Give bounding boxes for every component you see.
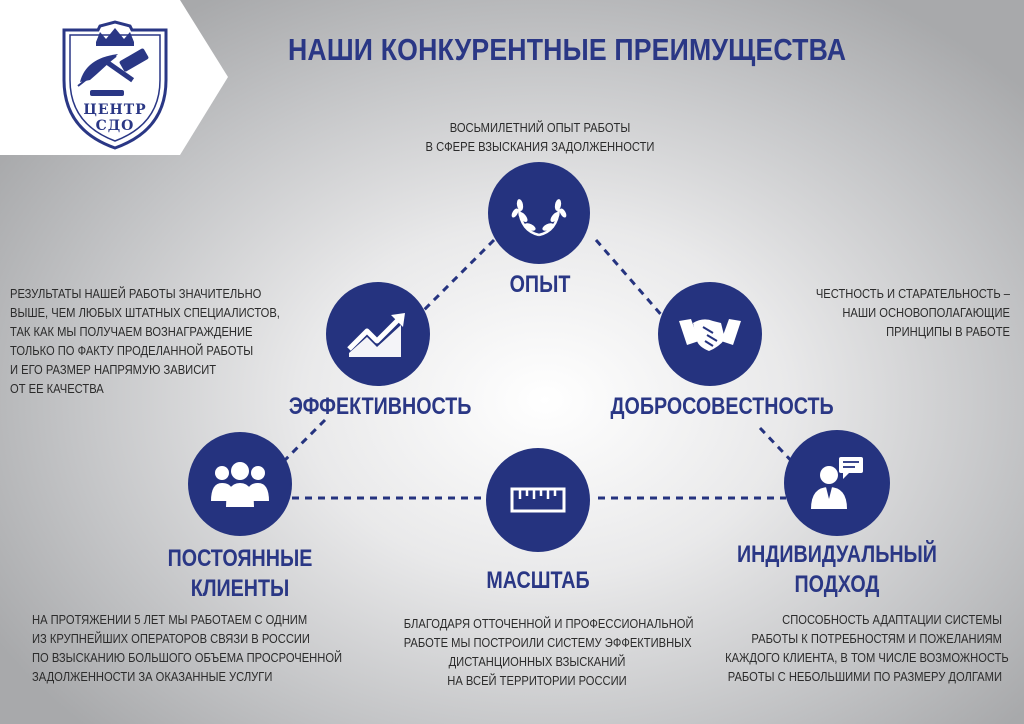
desc-masshtab-line: РАБОТЕ МЫ ПОСТРОИЛИ СИСТЕМУ ЭФФЕКТИВНЫХ xyxy=(403,635,692,650)
label-masshtab: МАСШТАБ xyxy=(486,567,590,594)
desc-podhod-line: КАЖДОГО КЛИЕНТА, В ТОМ ЧИСЛЕ ВОЗМОЖНОСТЬ xyxy=(725,650,1009,665)
node-opyt xyxy=(488,162,590,264)
logo-text-line2: СДО xyxy=(95,118,135,134)
desc-dobrosovestnost-line: ПРИНЦИПЫ В РАБОТЕ xyxy=(886,324,1010,339)
node-masshtab xyxy=(486,448,590,552)
desc-effektivnost-line: И ЕГО РАЗМЕР НАПРЯМУЮ ЗАВИСИТ xyxy=(10,362,217,377)
desc-podhod-line: СПОСОБНОСТЬ АДАПТАЦИИ СИСТЕМЫ xyxy=(782,612,1002,627)
desc-podhod-line: РАБОТЫ С НЕБОЛЬШИМИ ПО РАЗМЕРУ ДОЛГАМИ xyxy=(727,669,1002,684)
desc-masshtab xyxy=(403,614,694,690)
node-effektivnost xyxy=(326,282,430,386)
desc-klienty-line: ИЗ КРУПНЕЙШИХ ОПЕРАТОРОВ СВЯЗИ В РОССИИ xyxy=(32,631,310,646)
label-opyt: ОПЫТ xyxy=(509,271,571,298)
desc-klienty xyxy=(32,610,343,686)
desc-effektivnost-line: ОТ ЕЕ КАЧЕСТВА xyxy=(10,381,104,396)
label-podhod-line1: ИНДИВИДУАЛЬНЫЙ xyxy=(737,541,937,568)
node-dobrosovestnost xyxy=(658,282,762,386)
connector-opyt-effektivnost xyxy=(424,240,494,310)
desc-klienty-line: ЗАДОЛЖЕННОСТИ ЗА ОКАЗАННЫЕ УСЛУГИ xyxy=(32,669,273,684)
node-podhod xyxy=(784,430,890,536)
consultant-icon xyxy=(809,455,865,511)
node-klienty xyxy=(188,432,292,536)
desc-opyt-line: ВОСЬМИЛЕТНИЙ ОПЫТ РАБОТЫ xyxy=(449,120,631,135)
label-effektivnost: ЭФФЕКТИВНОСТЬ xyxy=(288,393,472,420)
handshake-icon xyxy=(677,311,743,357)
desc-effektivnost-line: ВЫШЕ, ЧЕМ ЛЮБЫХ ШТАТНЫХ СПЕЦИАЛИСТОВ, xyxy=(10,305,280,320)
page-title: НАШИ КОНКУРЕНТНЫЕ ПРЕИМУЩЕСТВА xyxy=(288,32,847,67)
desc-dobrosovestnost xyxy=(761,284,1010,341)
desc-dobrosovestnost-line: ЧЕСТНОСТЬ И СТАРАТЕЛЬНОСТЬ – xyxy=(815,286,1010,301)
label-klienty xyxy=(158,544,322,604)
logo-text-line1: ЦЕНТР xyxy=(83,102,147,118)
desc-masshtab-line: НА ВСЕЙ ТЕРРИТОРИИ РОССИИ xyxy=(447,673,627,688)
laurel-wreath-icon xyxy=(509,183,569,243)
desc-podhod xyxy=(725,610,1009,686)
people-group-icon xyxy=(210,459,270,509)
desc-klienty-line: НА ПРОТЯЖЕНИИ 5 ЛЕТ МЫ РАБОТАЕМ С ОДНИМ xyxy=(32,612,308,627)
label-klienty-line1: ПОСТОЯННЫЕ xyxy=(167,545,313,572)
label-klienty-line2: КЛИЕНТЫ xyxy=(190,575,290,602)
connector-opyt-dobrosovestnost xyxy=(596,240,664,318)
label-dobrosovestnost: ДОБРОСОВЕСТНОСТЬ xyxy=(610,393,834,420)
desc-effektivnost xyxy=(10,284,294,398)
desc-masshtab-line: ДИСТАНЦИОННЫХ ВЗЫСКАНИЙ xyxy=(448,654,626,669)
desc-effektivnost-line: ТОЛЬКО ПО ФАКТУ ПРОДЕЛАННОЙ РАБОТЫ xyxy=(10,343,254,358)
desc-dobrosovestnost-line: НАШИ ОСНОВОПОЛАГАЮЩИЕ xyxy=(842,305,1010,320)
label-podhod xyxy=(735,540,940,600)
label-podhod-line2: ПОДХОД xyxy=(794,571,880,598)
desc-podhod-line: РАБОТЫ К ПОТРЕБНОСТЯМ И ПОЖЕЛАНИЯМ xyxy=(751,631,1002,646)
desc-klienty-line: ПО ВЗЫСКАНИЮ БОЛЬШОГО ОБЪЕМА ПРОСРОЧЕННОЙ xyxy=(32,650,343,665)
desc-masshtab-line: БЛАГОДАРЯ ОТТОЧЕННОЙ И ПРОФЕССИОНАЛЬНОЙ xyxy=(403,616,694,631)
desc-opyt xyxy=(424,118,656,156)
growth-chart-icon xyxy=(345,309,411,359)
desc-opyt-line: В СФЕРЕ ВЗЫСКАНИЯ ЗАДОЛЖЕННОСТИ xyxy=(425,139,655,154)
desc-effektivnost-line: ТАК КАК МЫ ПОЛУЧАЕМ ВОЗНАГРАЖДЕНИЕ xyxy=(10,324,253,339)
ruler-icon xyxy=(510,485,566,515)
desc-effektivnost-line: РЕЗУЛЬТАТЫ НАШЕЙ РАБОТЫ ЗНАЧИТЕЛЬНО xyxy=(10,286,262,301)
connector-effektivnost-klienty xyxy=(283,420,325,462)
